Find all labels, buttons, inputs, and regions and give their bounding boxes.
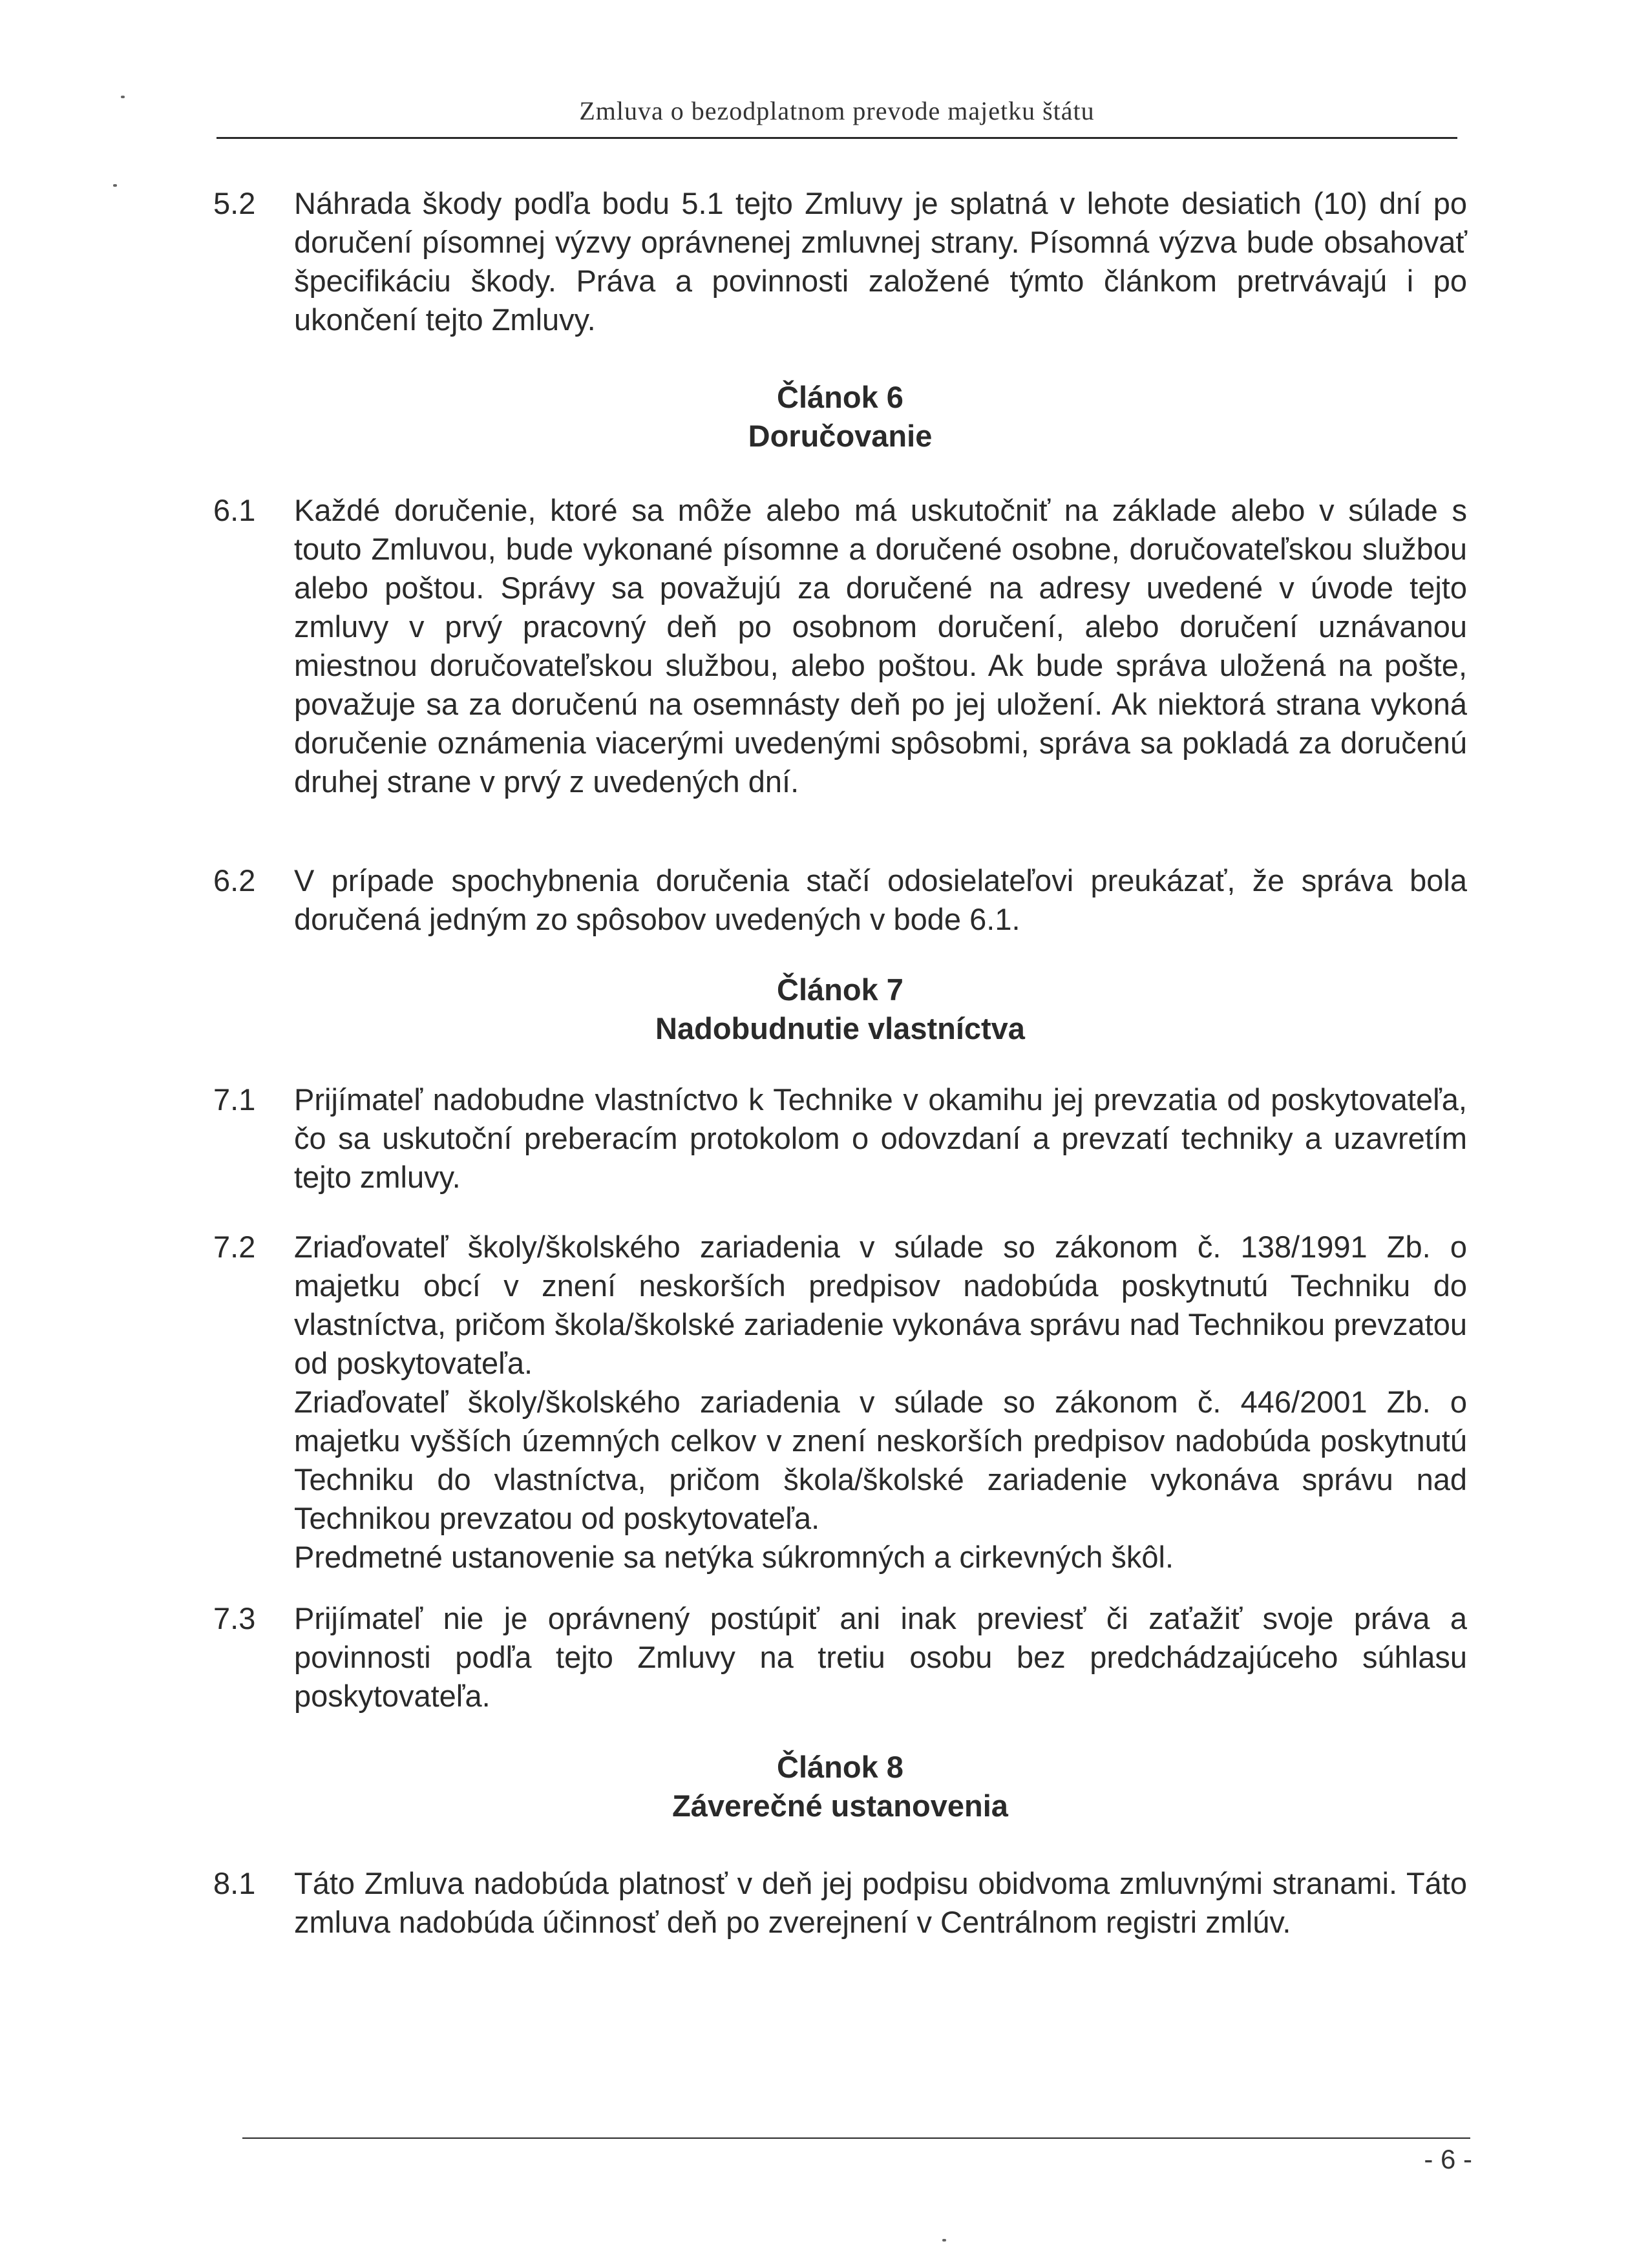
clause-paragraph: Táto Zmluva nadobúda platnosť v deň jej podpisu obidvoma zmluvnými stranami. Táto zmluva nadobúda účinnosť deň po zverejnení v Centrálnom registri zmlúv. (294, 1866, 1467, 1939)
clause-paragraph: Každé doručenie, ktoré sa môže alebo má uskutočniť na základe alebo v súlade s touto Zmluvou, bude vykonané písomne a doručené osobne, doručovateľskou službou alebo poštou. Správy sa považujú za doručené na adresy uvedené v úvode tejto zmluvy v prvý pracovný deň po osobnom doručení, alebo doručení uznávanou miestnou doručovateľskou službou, alebo poštou. Ak bude správa uložená na pošte, považuje sa za doručenú na osemnásty deň po jej uložení. Ak niektorá strana vykoná doručenie oznámenia viacerými uvedenými spôsobmi, správa sa pokladá za doručenú druhej strane v prvý z uvedených dní. (294, 493, 1467, 799)
clause-text (294, 1864, 1467, 1942)
scan-speck (113, 184, 117, 187)
clause-number: 7.2 (213, 1230, 256, 1264)
clause-text (294, 1599, 1467, 1716)
clause-number: 7.1 (213, 1082, 256, 1117)
page-number: - 6 - (1424, 2144, 1472, 2174)
clause-text (294, 184, 1467, 339)
clause-5-2 (213, 184, 1467, 339)
clause-6-2 (213, 861, 1467, 939)
article-title: Záverečné ustanovenia (672, 1789, 1008, 1823)
scan-speck (942, 2239, 946, 2242)
article-7-heading (213, 971, 1467, 1048)
clause-8-1 (213, 1864, 1467, 1942)
running-header: Zmluva o bezodplatnom prevode majetku štátu (579, 96, 1095, 125)
article-8-heading (213, 1748, 1467, 1825)
article-label: Článok 8 (777, 1750, 903, 1784)
clause-paragraph: Predmetné ustanovenie sa netýka súkromných a cirkevných škôl. (294, 1540, 1174, 1574)
clause-7-2 (213, 1228, 1467, 1577)
clause-paragraph: V prípade spochybnenia doručenia stačí odosielateľovi preukázať, že správa bola doručená jedným zo spôsobov uvedených v bode 6.1. (294, 863, 1467, 936)
clause-number: 6.1 (213, 493, 256, 527)
clause-paragraph: Prijímateľ nie je oprávnený postúpiť ani inak previesť či zaťažiť svoje práva a povinnosti podľa tejto Zmluvy na tretiu osobu bez predchádzajúceho súhlasu poskytovateľa. (294, 1601, 1467, 1713)
clause-text (294, 1080, 1467, 1197)
clause-paragraph: Prijímateľ nadobudne vlastníctvo k Technike v okamihu jej prevzatia od poskytovateľa, čo sa uskutoční preberacím protokolom o odovzdaní a prevzatí techniky a uzavretím tejto zmluvy. (294, 1082, 1467, 1194)
clause-paragraph: Zriaďovateľ školy/školského zariadenia v súlade so zákonom č. 138/1991 Zb. o majetku obcí v znení neskorších predpisov nadobúda poskytnutú Techniku do vlastníctva, pričom škola/školské zariadenie vykonáva správu nad Technikou prevzatou od poskytovateľa. (294, 1230, 1467, 1380)
article-6-heading (213, 378, 1467, 456)
clause-text (294, 861, 1467, 939)
article-title: Doručovanie (748, 419, 933, 453)
clause-paragraph: Zriaďovateľ školy/školského zariadenia v súlade so zákonom č. 446/2001 Zb. o majetku vyšších územných celkov v znení neskorších predpisov nadobúda poskytnutú Techniku do vlastníctva, pričom škola/školské zariadenie vykonáva správu nad Technikou prevzatou od poskytovateľa. (294, 1385, 1467, 1535)
clause-number: 8.1 (213, 1866, 256, 1900)
clause-7-3 (213, 1599, 1467, 1716)
clause-7-1 (213, 1080, 1467, 1197)
clause-paragraph: Náhrada škody podľa bodu 5.1 tejto Zmluvy je splatná v lehote desiatich (10) dní po doručení písomnej výzvy oprávnenej zmluvnej strany. Písomná výzva bude obsahovať špecifikáciu škody. Práva a povinnosti založené týmto článkom pretrvávajú i po ukončení tejto Zmluvy. (294, 186, 1467, 337)
clause-text (294, 491, 1467, 801)
clause-number: 5.2 (213, 186, 256, 220)
footer-rule (242, 2137, 1470, 2139)
clause-text (294, 1228, 1467, 1577)
article-label: Článok 6 (777, 380, 903, 414)
clause-number: 6.2 (213, 863, 256, 898)
clause-6-1 (213, 491, 1467, 801)
article-title: Nadobudnutie vlastníctva (655, 1011, 1025, 1045)
article-label: Článok 7 (777, 972, 903, 1007)
header-rule (217, 137, 1457, 139)
clause-number: 7.3 (213, 1601, 256, 1635)
scan-speck (121, 96, 125, 98)
